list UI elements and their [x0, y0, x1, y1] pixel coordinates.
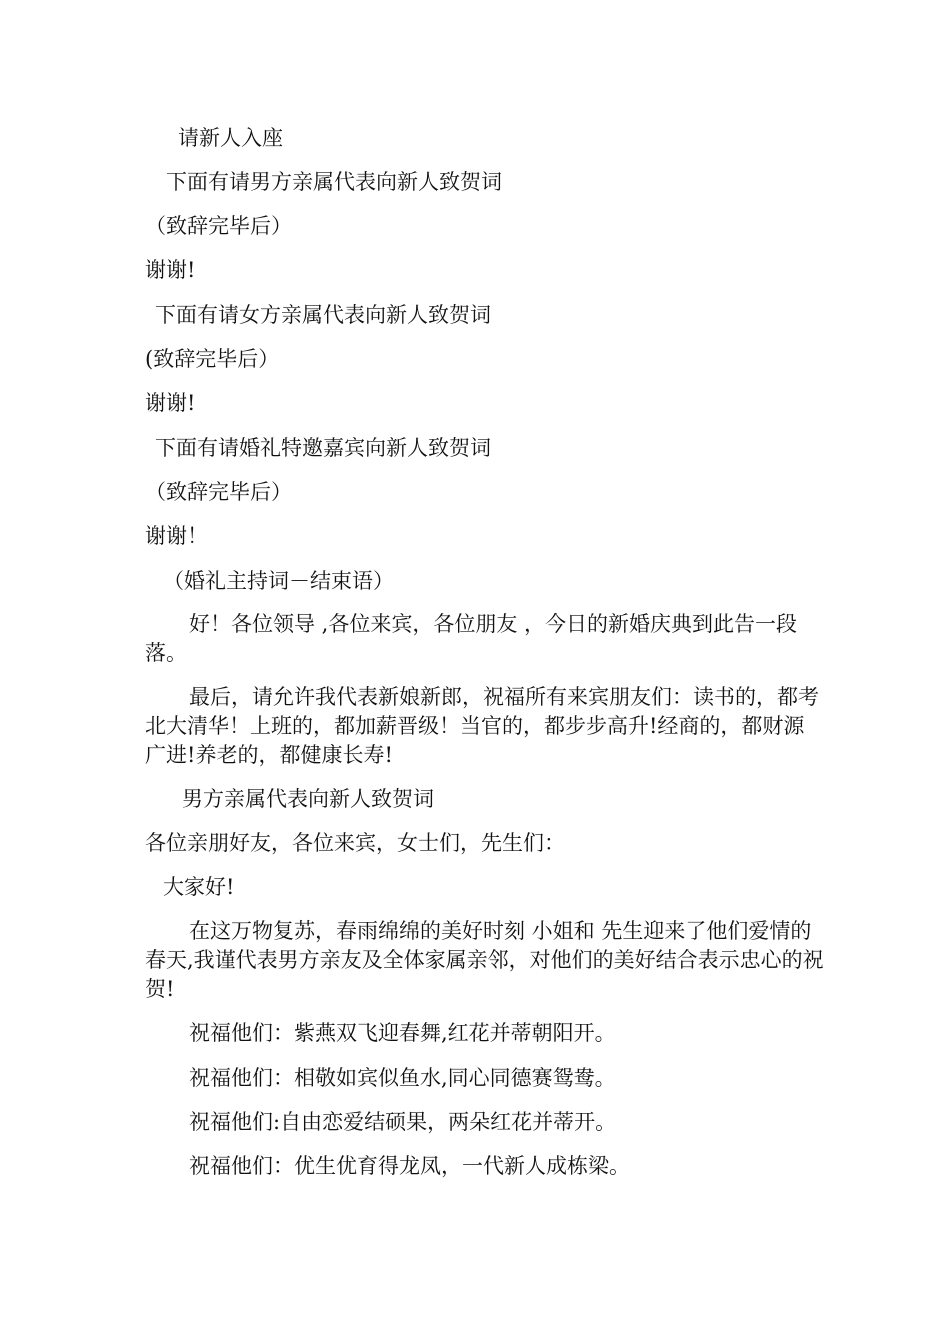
closing-paragraph-1: 好！各位领导 ,各位来宾，各位朋友 ，今日的新婚庆典到此告一段落。	[145, 612, 798, 665]
line-speech-done-2: (致辞完毕后）	[145, 347, 280, 371]
blessing-3: 祝福他们:自由恋爱结硕果，两朵红花并蒂开。	[189, 1110, 617, 1134]
line-speech-done-1: （致辞完毕后）	[145, 214, 292, 238]
line-thanks-1: 谢谢!	[145, 258, 196, 282]
line-invite-seat: 请新人入座	[178, 126, 283, 150]
speech-salutation: 各位亲朋好友，各位来宾，女士们，先生们：	[145, 831, 565, 855]
speech-paragraph: 在这万物复苏，春雨绵绵的美好时刻 小姐和 先生迎来了他们爱情的春天,我谨代表男方亲友及全体家属亲邻，对他们的美好结合表示忠心的祝贺!	[145, 919, 824, 1001]
line-thanks-2: 谢谢!	[145, 391, 196, 415]
line-guest-invite: 下面有请婚礼特邀嘉宾向新人致贺词	[155, 436, 491, 460]
section-heading-closing: （婚礼主持词－结束语）	[163, 569, 394, 593]
line-groom-relative-invite: 下面有请男方亲属代表向新人致贺词	[166, 170, 502, 194]
speech-title: 男方亲属代表向新人致贺词	[182, 787, 434, 811]
line-speech-done-3: （致辞完毕后）	[145, 480, 292, 504]
line-thanks-3: 谢谢！	[145, 524, 208, 548]
blessing-2: 祝福他们：相敬如宾似鱼水,同心同德赛鸳鸯。	[189, 1066, 616, 1090]
blessing-4: 祝福他们：优生优育得龙凤，一代新人成栋梁。	[189, 1154, 630, 1178]
blessing-1: 祝福他们：紫燕双飞迎春舞,红花并蒂朝阳开。	[189, 1021, 616, 1045]
closing-paragraph-2: 最后，请允许我代表新娘新郎，祝福所有来宾朋友们：读书的，都考北大清华！上班的，都加薪晋级！当官的，都步步高升!经商的，都财源广进!养老的，都健康长寿!	[145, 685, 819, 767]
speech-greeting: 大家好!	[163, 875, 235, 899]
line-bride-relative-invite: 下面有请女方亲属代表向新人致贺词	[155, 303, 491, 327]
